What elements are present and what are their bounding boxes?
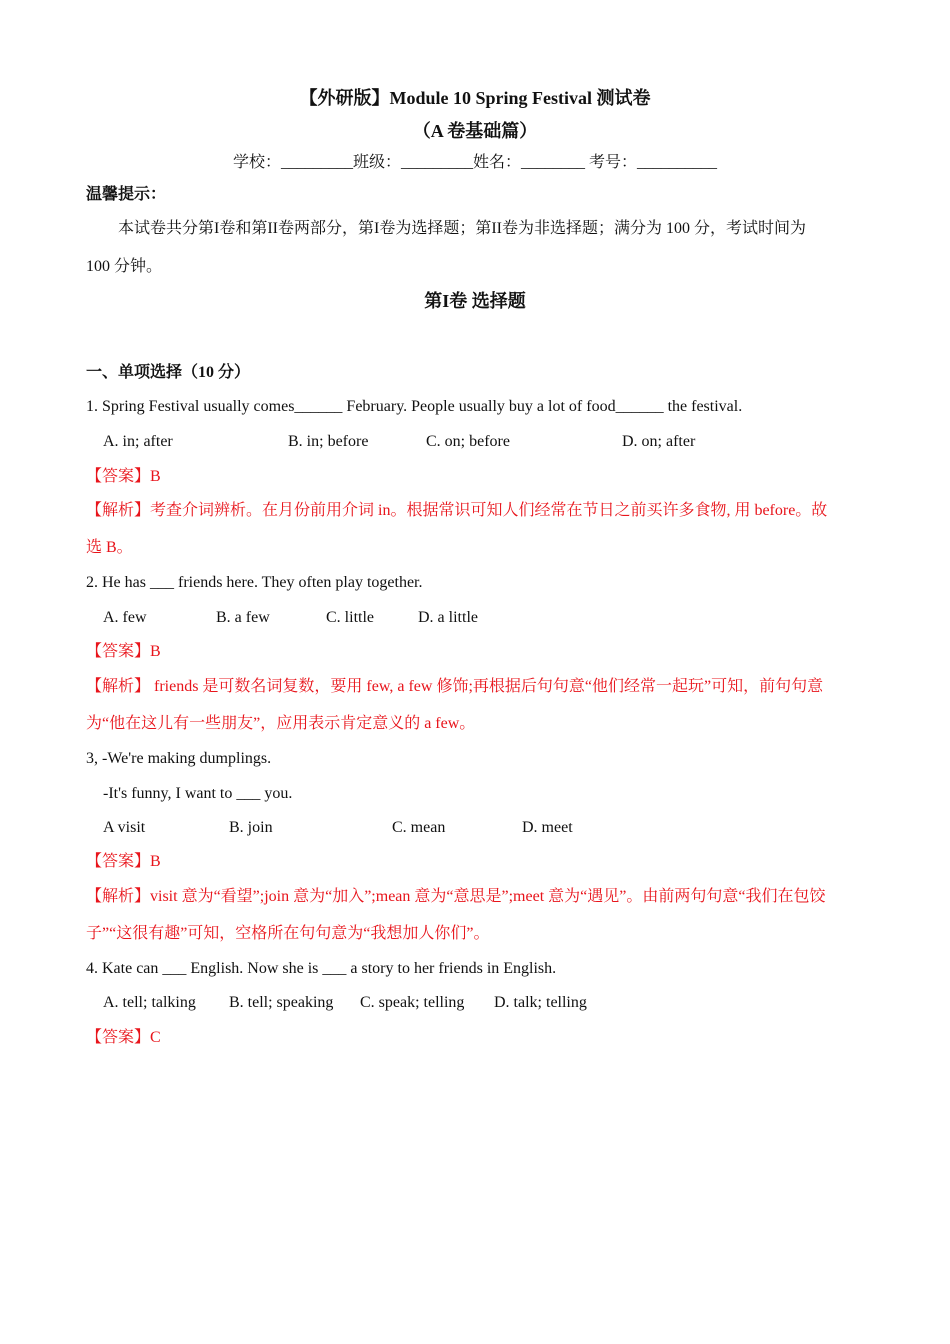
option-c: C. on; before <box>426 433 510 450</box>
answer: 【答案】B <box>86 853 161 870</box>
answer: 【答案】B <box>86 643 161 660</box>
analysis-cont: 子”“这很有趣”可知，空格所在句句意为“我想加人你们”。 <box>86 925 490 942</box>
question-stem: 1. Spring Festival usually comes______ February. People usually buy a lot of food______ the festival. <box>86 398 743 415</box>
option-b: B. in; before <box>288 433 369 450</box>
option-a: A visit <box>103 819 146 836</box>
question-stem: 2. He has ___ friends here. They often play together. <box>86 574 423 591</box>
option-d: D. meet <box>522 819 573 836</box>
document-title: 【外研版】Module 10 Spring Festival 测试卷 <box>299 88 651 108</box>
notice-text: 本试卷共分第I卷和第II卷两部分，第I卷为选择题；第II卷为非选择题；满分为 100 分，考试时间为 <box>118 220 806 237</box>
option-b: B. tell; speaking <box>229 994 334 1011</box>
option-a: A. in; after <box>103 433 173 450</box>
option-d: D. talk; telling <box>494 994 587 1011</box>
option-d: D. on; after <box>622 433 696 450</box>
analysis: 【解析】考查介词辨析。在月份前用介词 in。根据常识可知人们经常在节日之前买许多食物, 用 before。故 <box>86 502 828 519</box>
part-title: 第I卷 选择题 <box>424 291 526 311</box>
option-a: A. tell; talking <box>103 994 196 1011</box>
analysis-cont: 为“他在这儿有一些朋友”，应用表示肯定意义的 a few。 <box>86 715 476 732</box>
option-b: B. a few <box>216 609 270 626</box>
option-c: C. mean <box>392 819 446 836</box>
section-title: 一、单项选择（10 分） <box>86 364 251 381</box>
analysis-cont: 选 B。 <box>86 539 133 556</box>
option-a: A. few <box>103 609 147 626</box>
question-stem: 3, -We're making dumplings. <box>86 750 272 767</box>
option-b: B. join <box>229 819 273 836</box>
notice-heading: 温馨提示： <box>86 186 167 203</box>
option-d: D. a little <box>418 609 478 626</box>
student-info-line: 学校：_________班级：_________姓名：________ 考号：__________ <box>232 154 717 171</box>
analysis: 【解析】 friends 是可数名词复数，要用 few, a few 修饰;再根据后句句意“他们经常一起玩”可知，前句句意 <box>86 678 824 695</box>
answer: 【答案】C <box>86 1029 161 1046</box>
option-c: C. little <box>326 609 374 626</box>
notice-text-cont: 100 分钟。 <box>86 258 163 275</box>
answer: 【答案】B <box>86 468 161 485</box>
option-c: C. speak; telling <box>360 994 465 1011</box>
question-stem-cont: -It's funny, I want to ___ you. <box>103 785 293 802</box>
analysis: 【解析】visit 意为“看望”;join 意为“加入”;mean 意为“意思是”;meet 意为“遇见”。由前两句句意“我们在包饺 <box>86 888 826 905</box>
document-subtitle: （A 卷基础篇） <box>412 121 538 141</box>
question-stem: 4. Kate can ___ English. Now she is ___ a story to her friends in English. <box>86 960 557 977</box>
